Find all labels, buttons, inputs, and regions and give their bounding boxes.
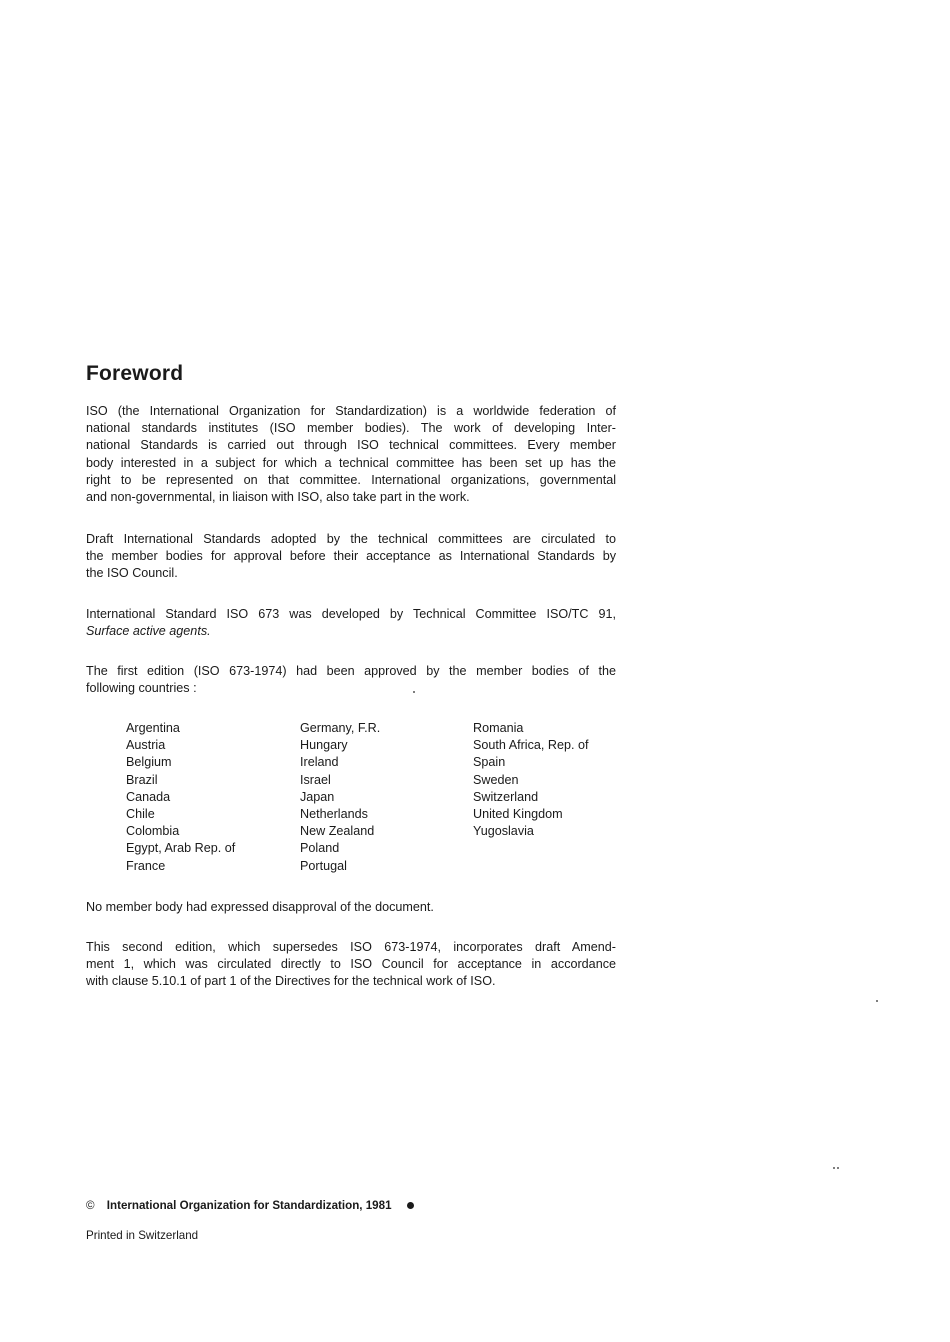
paragraph-line: national standards institutes (ISO member bodies). The work of developing Inter- bbox=[86, 421, 616, 436]
country-item: Hungary bbox=[300, 738, 348, 753]
copyright-notice bbox=[86, 1199, 414, 1212]
country-item: Portugal bbox=[300, 858, 347, 873]
printed-location: Printed in Switzerland bbox=[86, 1229, 199, 1242]
country-item: Switzerland bbox=[473, 789, 539, 804]
countries-column-1 bbox=[126, 720, 296, 875]
country-item: France bbox=[126, 858, 166, 873]
copyright-icon: © bbox=[86, 1199, 95, 1212]
paragraph-line: and non-governmental, in liaison with ISO, also take part in the work. bbox=[86, 490, 470, 505]
paragraph-line: body interested in a subject for which a technical committee has been set up has the bbox=[86, 455, 616, 470]
country-item: Canada bbox=[126, 789, 171, 804]
bullet-dot-icon bbox=[407, 1202, 414, 1209]
scan-speck bbox=[837, 1167, 839, 1169]
paragraph-line: national Standards is carried out through ISO technical committees. Every member bbox=[86, 438, 616, 453]
countries-column-3 bbox=[473, 720, 643, 840]
country-item: Argentina bbox=[126, 721, 180, 735]
paragraph-line: ment 1, which was circulated directly to ISO Council for acceptance in accordance bbox=[86, 957, 616, 972]
country-item: Ireland bbox=[300, 755, 339, 770]
paragraph-line: ISO (the International Organization for Standardization) is a worldwide federation of bbox=[86, 404, 616, 418]
country-item: United Kingdom bbox=[473, 807, 563, 822]
committee-title: Surface active agents. bbox=[86, 624, 211, 639]
paragraph-first-edition bbox=[86, 663, 616, 697]
paragraph-line: the ISO Council. bbox=[86, 566, 178, 581]
paragraph-line: The first edition (ISO 673-1974) had been approved by the member bodies of the bbox=[86, 664, 616, 678]
country-item: Egypt, Arab Rep. of bbox=[126, 841, 236, 856]
paragraph-line: the member bodies for approval before their acceptance as International Standards by bbox=[86, 549, 616, 564]
paragraph-line: Draft International Standards adopted by the technical committees are circulated to bbox=[86, 532, 616, 546]
country-item: Israel bbox=[300, 772, 331, 787]
country-item: South Africa, Rep. of bbox=[473, 738, 589, 753]
country-item: Spain bbox=[473, 755, 506, 770]
paragraph-line: International Standard ISO 673 was developed by Technical Committee ISO/TC 91, bbox=[86, 607, 616, 621]
country-item: Brazil bbox=[126, 772, 158, 787]
country-item: Austria bbox=[126, 738, 166, 753]
country-item: New Zealand bbox=[300, 824, 375, 839]
scan-speck bbox=[833, 1167, 835, 1169]
paragraph-line: No member body had expressed disapproval of the document. bbox=[86, 900, 434, 914]
paragraph-iso-description bbox=[86, 403, 616, 506]
paragraph-line: right to be represented on that committee. International organizations, governmental bbox=[86, 472, 616, 487]
country-item: Belgium bbox=[126, 755, 172, 770]
country-item: Germany, F.R. bbox=[300, 721, 381, 735]
paragraph-line: with clause 5.10.1 of part 1 of the Directives for the technical work of ISO. bbox=[86, 974, 496, 989]
paragraph-technical-committee bbox=[86, 606, 616, 640]
copyright-text: International Organization for Standardization, 1981 bbox=[106, 1199, 392, 1212]
country-item: Romania bbox=[473, 721, 524, 735]
paragraph-line: following countries : bbox=[86, 681, 197, 696]
paragraph-draft-standards bbox=[86, 531, 616, 583]
paragraph-no-disapproval bbox=[86, 899, 616, 916]
country-item: Poland bbox=[300, 841, 340, 856]
scan-speck bbox=[876, 1000, 878, 1002]
country-item: Japan bbox=[300, 789, 335, 804]
page-title: Foreword bbox=[86, 362, 184, 385]
scan-speck bbox=[413, 691, 415, 693]
country-item: Chile bbox=[126, 807, 155, 822]
country-item: Yugoslavia bbox=[473, 824, 534, 839]
country-item: Sweden bbox=[473, 772, 519, 787]
countries-column-2 bbox=[300, 720, 470, 875]
country-item: Colombia bbox=[126, 824, 180, 839]
country-item: Netherlands bbox=[300, 807, 368, 822]
paragraph-line: This second edition, which supersedes ISO 673-1974, incorporates draft Amend- bbox=[86, 940, 616, 954]
paragraph-second-edition bbox=[86, 939, 616, 991]
document-page bbox=[86, 0, 616, 1342]
